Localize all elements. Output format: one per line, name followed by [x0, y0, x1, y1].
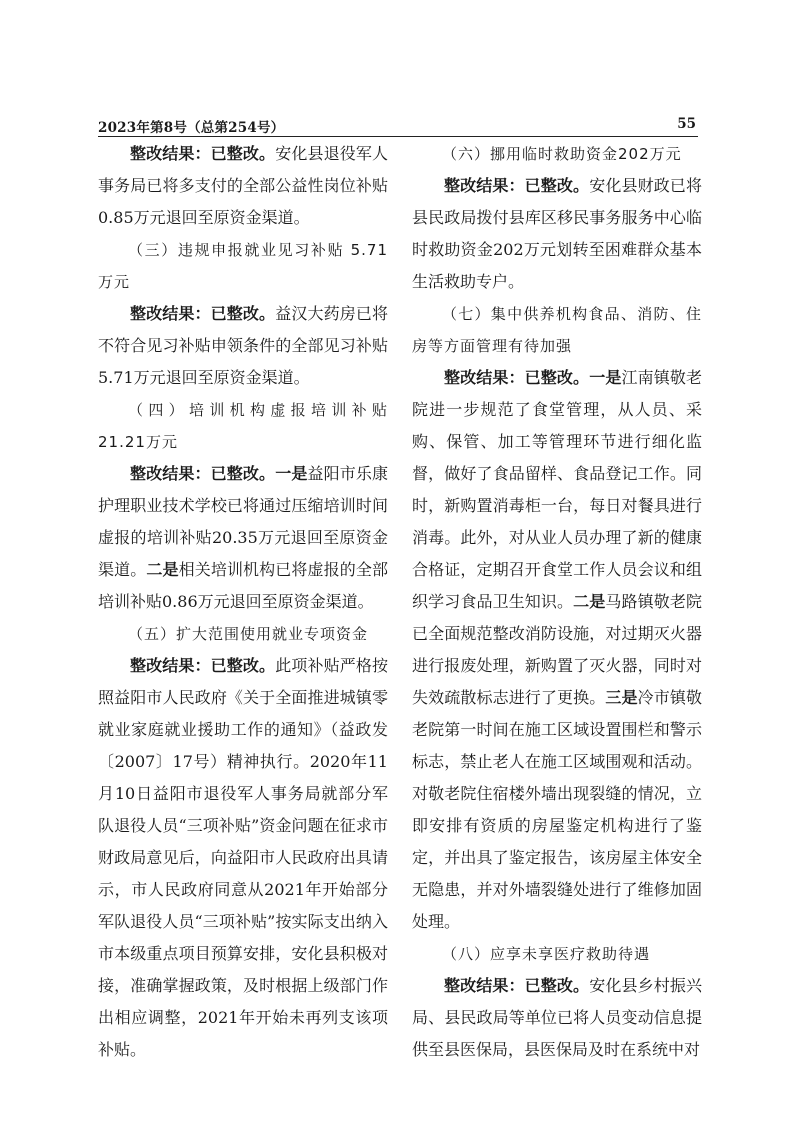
point-marker: 三是 [605, 688, 638, 707]
paragraph [98, 298, 388, 394]
paragraph-text: 马路镇敬老院已全面规范整改消防设施，对过期灭火器进行报废处理，新购置了灭火器，同时对失效疏散标志进行了更换。 [412, 592, 702, 707]
point-marker: 二是 [146, 560, 179, 579]
point-marker: 二是 [573, 592, 606, 611]
section-heading-7: （七）集中供养机构食品、消防、住房等方面管理有待加强 [412, 305, 702, 355]
result-label: 整改结果：已整改。 [444, 368, 590, 387]
result-label: 整改结果：已整改。 [444, 976, 590, 995]
page-header [98, 114, 698, 137]
point-marker: 一是 [275, 464, 308, 483]
page-number: 55 [677, 116, 696, 132]
result-label: 整改结果：已整改。 [130, 464, 276, 483]
left-column [98, 138, 388, 1066]
paragraph-text: 安化县财政已将县民政局拨付县库区移民事务服务中心临时救助资金202万元划转至困难群众基本生活救助专户。 [412, 176, 702, 291]
section-heading-3: （三）违规申报就业见习补贴 5.71万元 [98, 241, 388, 291]
paragraph-text: 益阳市乐康护理职业技术学校已将通过压缩培训时间虚报的培训补贴20.35万元退回至原资金渠道。 [98, 464, 388, 579]
paragraph [98, 138, 388, 234]
paragraph-text: 相关培训机构已将虚报的全部培训补贴0.86万元退回至原资金渠道。 [98, 560, 388, 611]
paragraph-text: 此项补贴严格按照益阳市人民政府《关于全面推进城镇零就业家庭就业援助工作的通知》（益政发〔2007〕17号）精神执行。2020年11月10日益阳市退役军人事务局就部分军队退役人员“三项补贴”资金问题在征求市财政局意见后，向益阳市人民政府出具请示，市人民政府同意从2021年开始部分军队退役人员“三项补贴”按实际支出纳入市本级重点项目预算安排，安化县积极对接，准确掌握政策，及时根据上级部门作出相应调整，2021年开始未再列支该项补贴。 [98, 656, 388, 1059]
paragraph [98, 458, 388, 618]
paragraph [412, 970, 702, 1066]
point-marker: 一是 [589, 368, 622, 387]
section-heading-6: （六）挪用临时救助资金202万元 [442, 145, 682, 163]
section-heading-5: （五）扩大范围使用就业专项资金 [128, 625, 369, 643]
paragraph [412, 362, 702, 938]
section-heading-8: （八）应享未享医疗救助待遇 [442, 945, 651, 963]
section-heading-4: （四）培训机构虚报培训补贴 21.21万元 [98, 401, 388, 451]
paragraph-text: 江南镇敬老院进一步规范了食堂管理，从人员、采购、保管、加工等管理环节进行细化监督，做好了食品留样、食品登记工作。同时，新购置消毒柜一台，每日对餐具进行消毒。此外，对从业人员办理了新的健康合格证，定期召开食堂工作人员会议和组织学习食品卫生知识。 [412, 368, 702, 611]
paragraph-text: 安化县乡村振兴局、县民政局等单位已将人员变动信息提供至县医保局，县医保局及时在系统中对 [412, 976, 702, 1059]
paragraph [412, 170, 702, 298]
issue-number: 2023年第8号（总第254号） [98, 120, 285, 136]
paragraph-text: 冷市镇敬老院第一时间在施工区域设置围栏和警示标志，禁止老人在施工区域围观和活动。对敬老院住宿楼外墙出现裂缝的情况，立即安排有资质的房屋鉴定机构进行了鉴定，并出具了鉴定报告，该房屋主体安全无隐患，并对外墙裂缝处进行了维修加固处理。 [412, 688, 702, 931]
paragraph-text: 益汉大药房已将不符合见习补贴申领条件的全部见习补贴5.71万元退回至原资金渠道。 [98, 304, 388, 387]
result-label: 整改结果：已整改。 [130, 304, 276, 323]
paragraph [98, 650, 388, 1066]
paragraph-text: 安化县退役军人事务局已将多支付的全部公益性岗位补贴0.85万元退回至原资金渠道。 [98, 144, 388, 227]
result-label: 整改结果：已整改。 [130, 144, 276, 163]
result-label: 整改结果：已整改。 [444, 176, 590, 195]
right-column [412, 138, 702, 1066]
result-label: 整改结果：已整改。 [130, 656, 276, 675]
